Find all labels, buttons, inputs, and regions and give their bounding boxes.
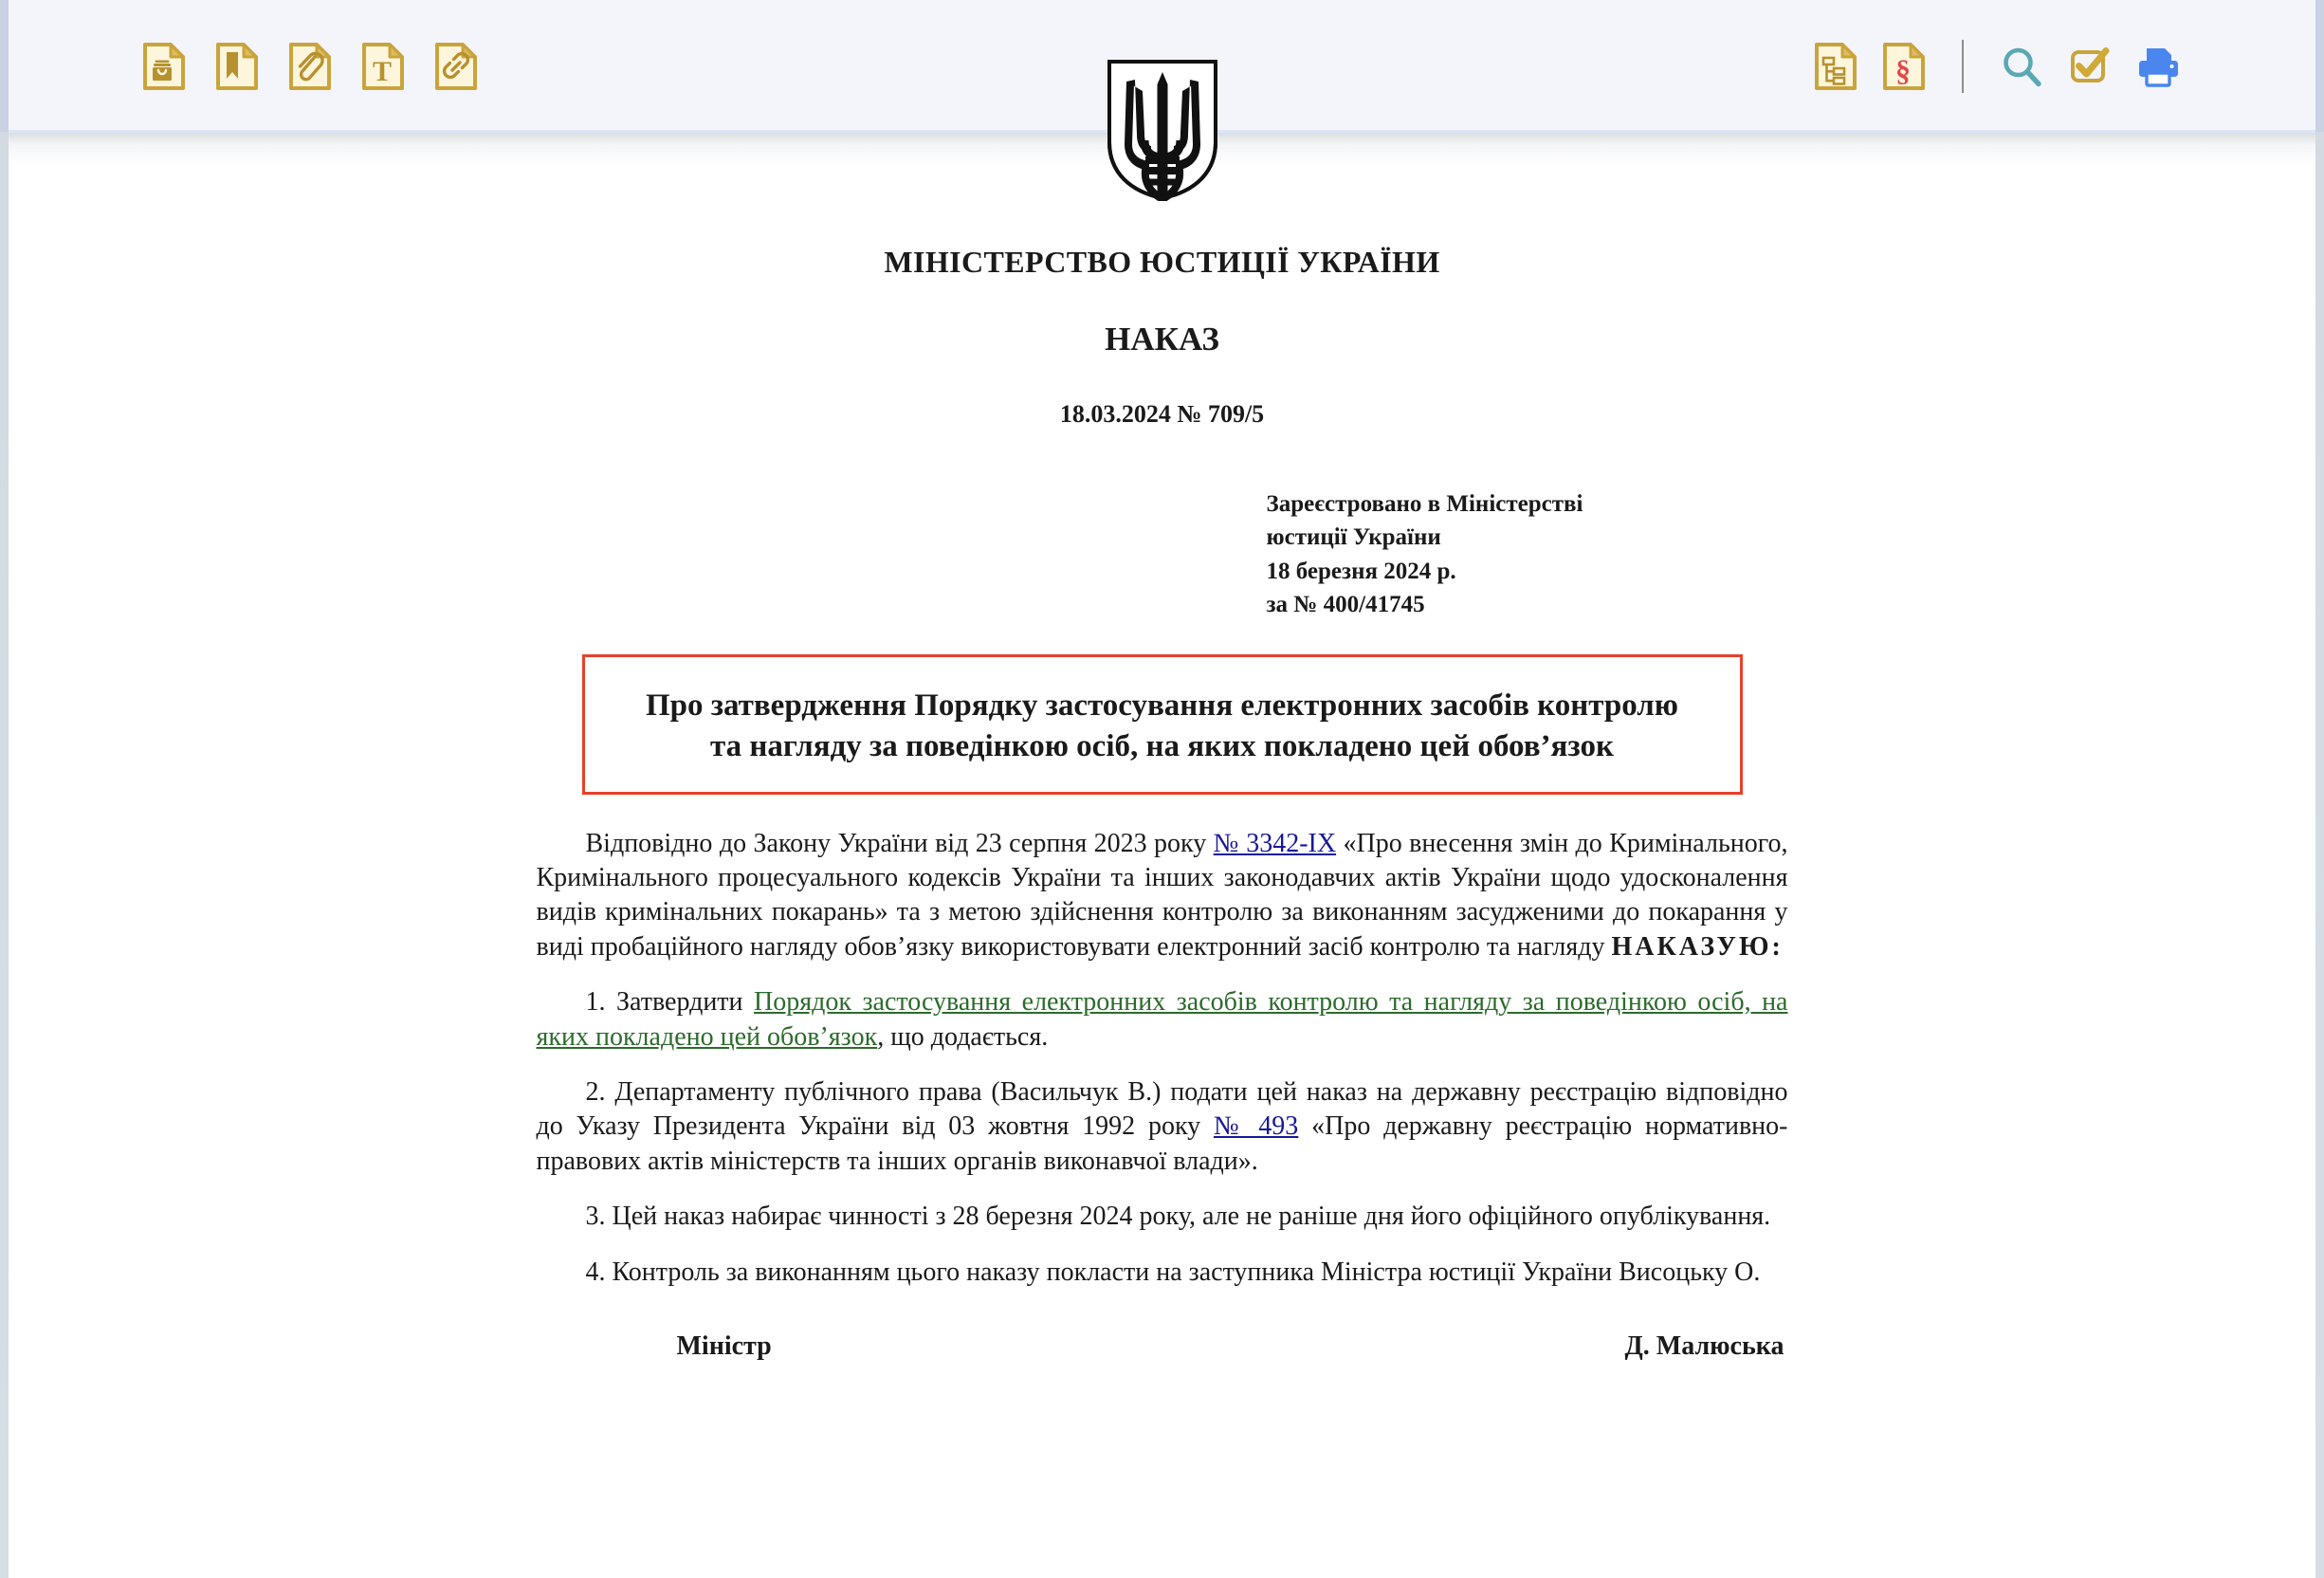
- order-heading: НАКАЗ: [1105, 320, 1219, 358]
- intro-text-after-link: «Про внесення змін до Кримінального, Кримінального процесуального кодексів України та інших законодавчих актів України щодо удосконалення видів кримінальних покарань» та з метою здійснення контролю за виконанням засудженими до покарання у виді пробаційного нагляду обов’язку використовувати електронний засіб контролю та нагляду: [536, 828, 1788, 962]
- item1-text-after-link: , що додається.: [877, 1021, 1049, 1052]
- window-gutter-left: [0, 0, 9, 1578]
- svg-text:§: §: [1895, 53, 1911, 87]
- ukraine-coat-of-arms: [1104, 59, 1221, 201]
- signer-position: Міністр: [676, 1330, 772, 1361]
- document-title-box: [582, 654, 1743, 795]
- intro-text-before-link: Відповідно до Закону України від 23 серпня 2023 року: [585, 828, 1214, 858]
- document-title: Про затвердження Порядку застосування електронних засобів контролю та нагляду за поведінкою осіб, на яких покладено цей обов’язок: [645, 688, 1679, 763]
- svg-text:T: T: [372, 56, 393, 87]
- paragraph-intro: [537, 827, 1788, 965]
- registration-line-4: за № 400/41745: [1266, 592, 1425, 618]
- signer-name: Д. Малюська: [1624, 1330, 1784, 1361]
- paragraph-item-3: 3. Цей наказ набирає чинності з 28 березня 2024 року, але не раніше дня його офіційного опублікування.: [585, 1202, 1771, 1232]
- item2-text-after-link: «Про державну реєстрацію нормативно-правових актів міністерств та інших органів виконавчої влади».: [536, 1111, 1788, 1176]
- law-3342-link[interactable]: № 3342-IX: [1213, 828, 1337, 858]
- registration-block: [537, 487, 1788, 622]
- document-body: [537, 827, 1788, 1365]
- window-gutter-right[interactable]: [2315, 0, 2324, 1578]
- decree-493-link[interactable]: № 493: [1213, 1111, 1299, 1142]
- paragraph-item-1: [537, 985, 1788, 1055]
- registration-line-2: юстиції України: [1266, 524, 1441, 551]
- document-content: [537, 245, 1788, 1364]
- poryadok-link[interactable]: Порядок застосування електронних засобів контролю та нагляду за поведінкою осіб, на яких покладено цей обов’язок: [536, 987, 1788, 1052]
- emblem-container: [0, 59, 2324, 201]
- registration-line-3: 18 березня 2024 р.: [1266, 558, 1456, 584]
- command-word: НАКАЗУЮ:: [1611, 931, 1784, 962]
- ministry-heading: МІНІСТЕРСТВО ЮСТИЦІЇ УКРАЇНИ: [884, 245, 1440, 279]
- paragraph-item-4: 4. Контроль за виконанням цього наказу покласти на заступника Міністра юстиції України Висоцьку О.: [585, 1257, 1761, 1287]
- paragraph-item-2: [537, 1075, 1788, 1179]
- signature-block: [537, 1330, 1788, 1364]
- item2-text-before-link: 2. Департаменту публічного права (Васильчук В.) подати цей наказ на державну реєстрацію відповідно до Указу Президента України від 03 жовтня 1992 року: [536, 1077, 1788, 1142]
- order-date-number: 18.03.2024 № 709/5: [1059, 400, 1265, 429]
- registration-line-1: Зареєстровано в Міністерстві: [1266, 490, 1583, 517]
- item1-text-before-link: 1. Затвердити: [585, 987, 755, 1018]
